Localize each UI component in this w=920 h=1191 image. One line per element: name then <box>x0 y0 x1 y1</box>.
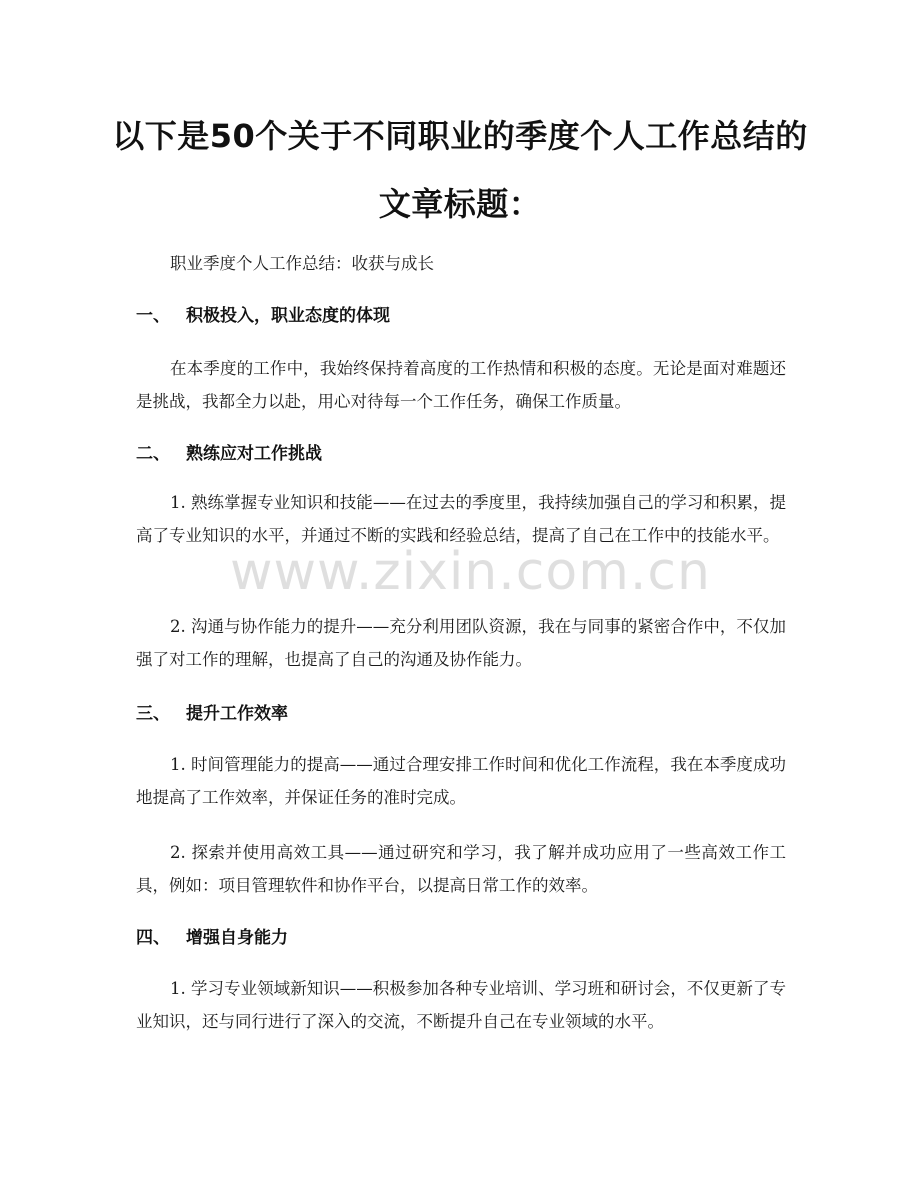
section-heading-3 <box>136 700 288 728</box>
section-title: 积极投入，职业态度的体现 <box>186 306 390 326</box>
intro-line: 职业季度个人工作总结：收获与成长 <box>170 254 434 273</box>
document-title: 以下是50个关于不同职业的季度个人工作总结的文章标题： <box>112 117 808 223</box>
section-number: 四、 <box>136 928 170 948</box>
section-number: 一、 <box>136 306 170 326</box>
paragraph: 2. 沟通与协作能力的提升——充分利用团队资源，我在与同事的紧密合作中，不仅加强了对工作的理解，也提高了自己的沟通及协作能力。 <box>136 617 786 669</box>
section-heading-4 <box>136 924 288 952</box>
paragraph: 1. 学习专业领域新知识——积极参加各种专业培训、学习班和研讨会，不仅更新了专业知识，还与同行进行了深入的交流，不断提升自己在专业领域的水平。 <box>136 979 786 1031</box>
paragraph: 在本季度的工作中，我始终保持着高度的工作热情和积极的态度。无论是面对难题还是挑战，我都全力以赴，用心对待每一个工作任务，确保工作质量。 <box>136 359 786 411</box>
watermark: www.zixin.com.cn <box>230 542 711 602</box>
paragraph: 1. 熟练掌握专业知识和技能——在过去的季度里，我持续加强自己的学习和积累，提高了专业知识的水平，并通过不断的实践和经验总结，提高了自己在工作中的技能水平。 <box>136 493 786 545</box>
paragraph: 2. 探索并使用高效工具——通过研究和学习，我了解并成功应用了一些高效工作工具，例如：项目管理软件和协作平台，以提高日常工作的效率。 <box>136 843 786 895</box>
section-number: 二、 <box>136 444 170 464</box>
paragraph: 1. 时间管理能力的提高——通过合理安排工作时间和优化工作流程，我在本季度成功地提高了工作效率，并保证任务的准时完成。 <box>136 755 786 807</box>
section-title: 提升工作效率 <box>186 704 288 724</box>
section-title: 增强自身能力 <box>186 928 288 948</box>
section-heading-2 <box>136 440 322 468</box>
section-heading-1 <box>136 302 390 330</box>
section-number: 三、 <box>136 704 170 724</box>
section-title: 熟练应对工作挑战 <box>186 444 322 464</box>
